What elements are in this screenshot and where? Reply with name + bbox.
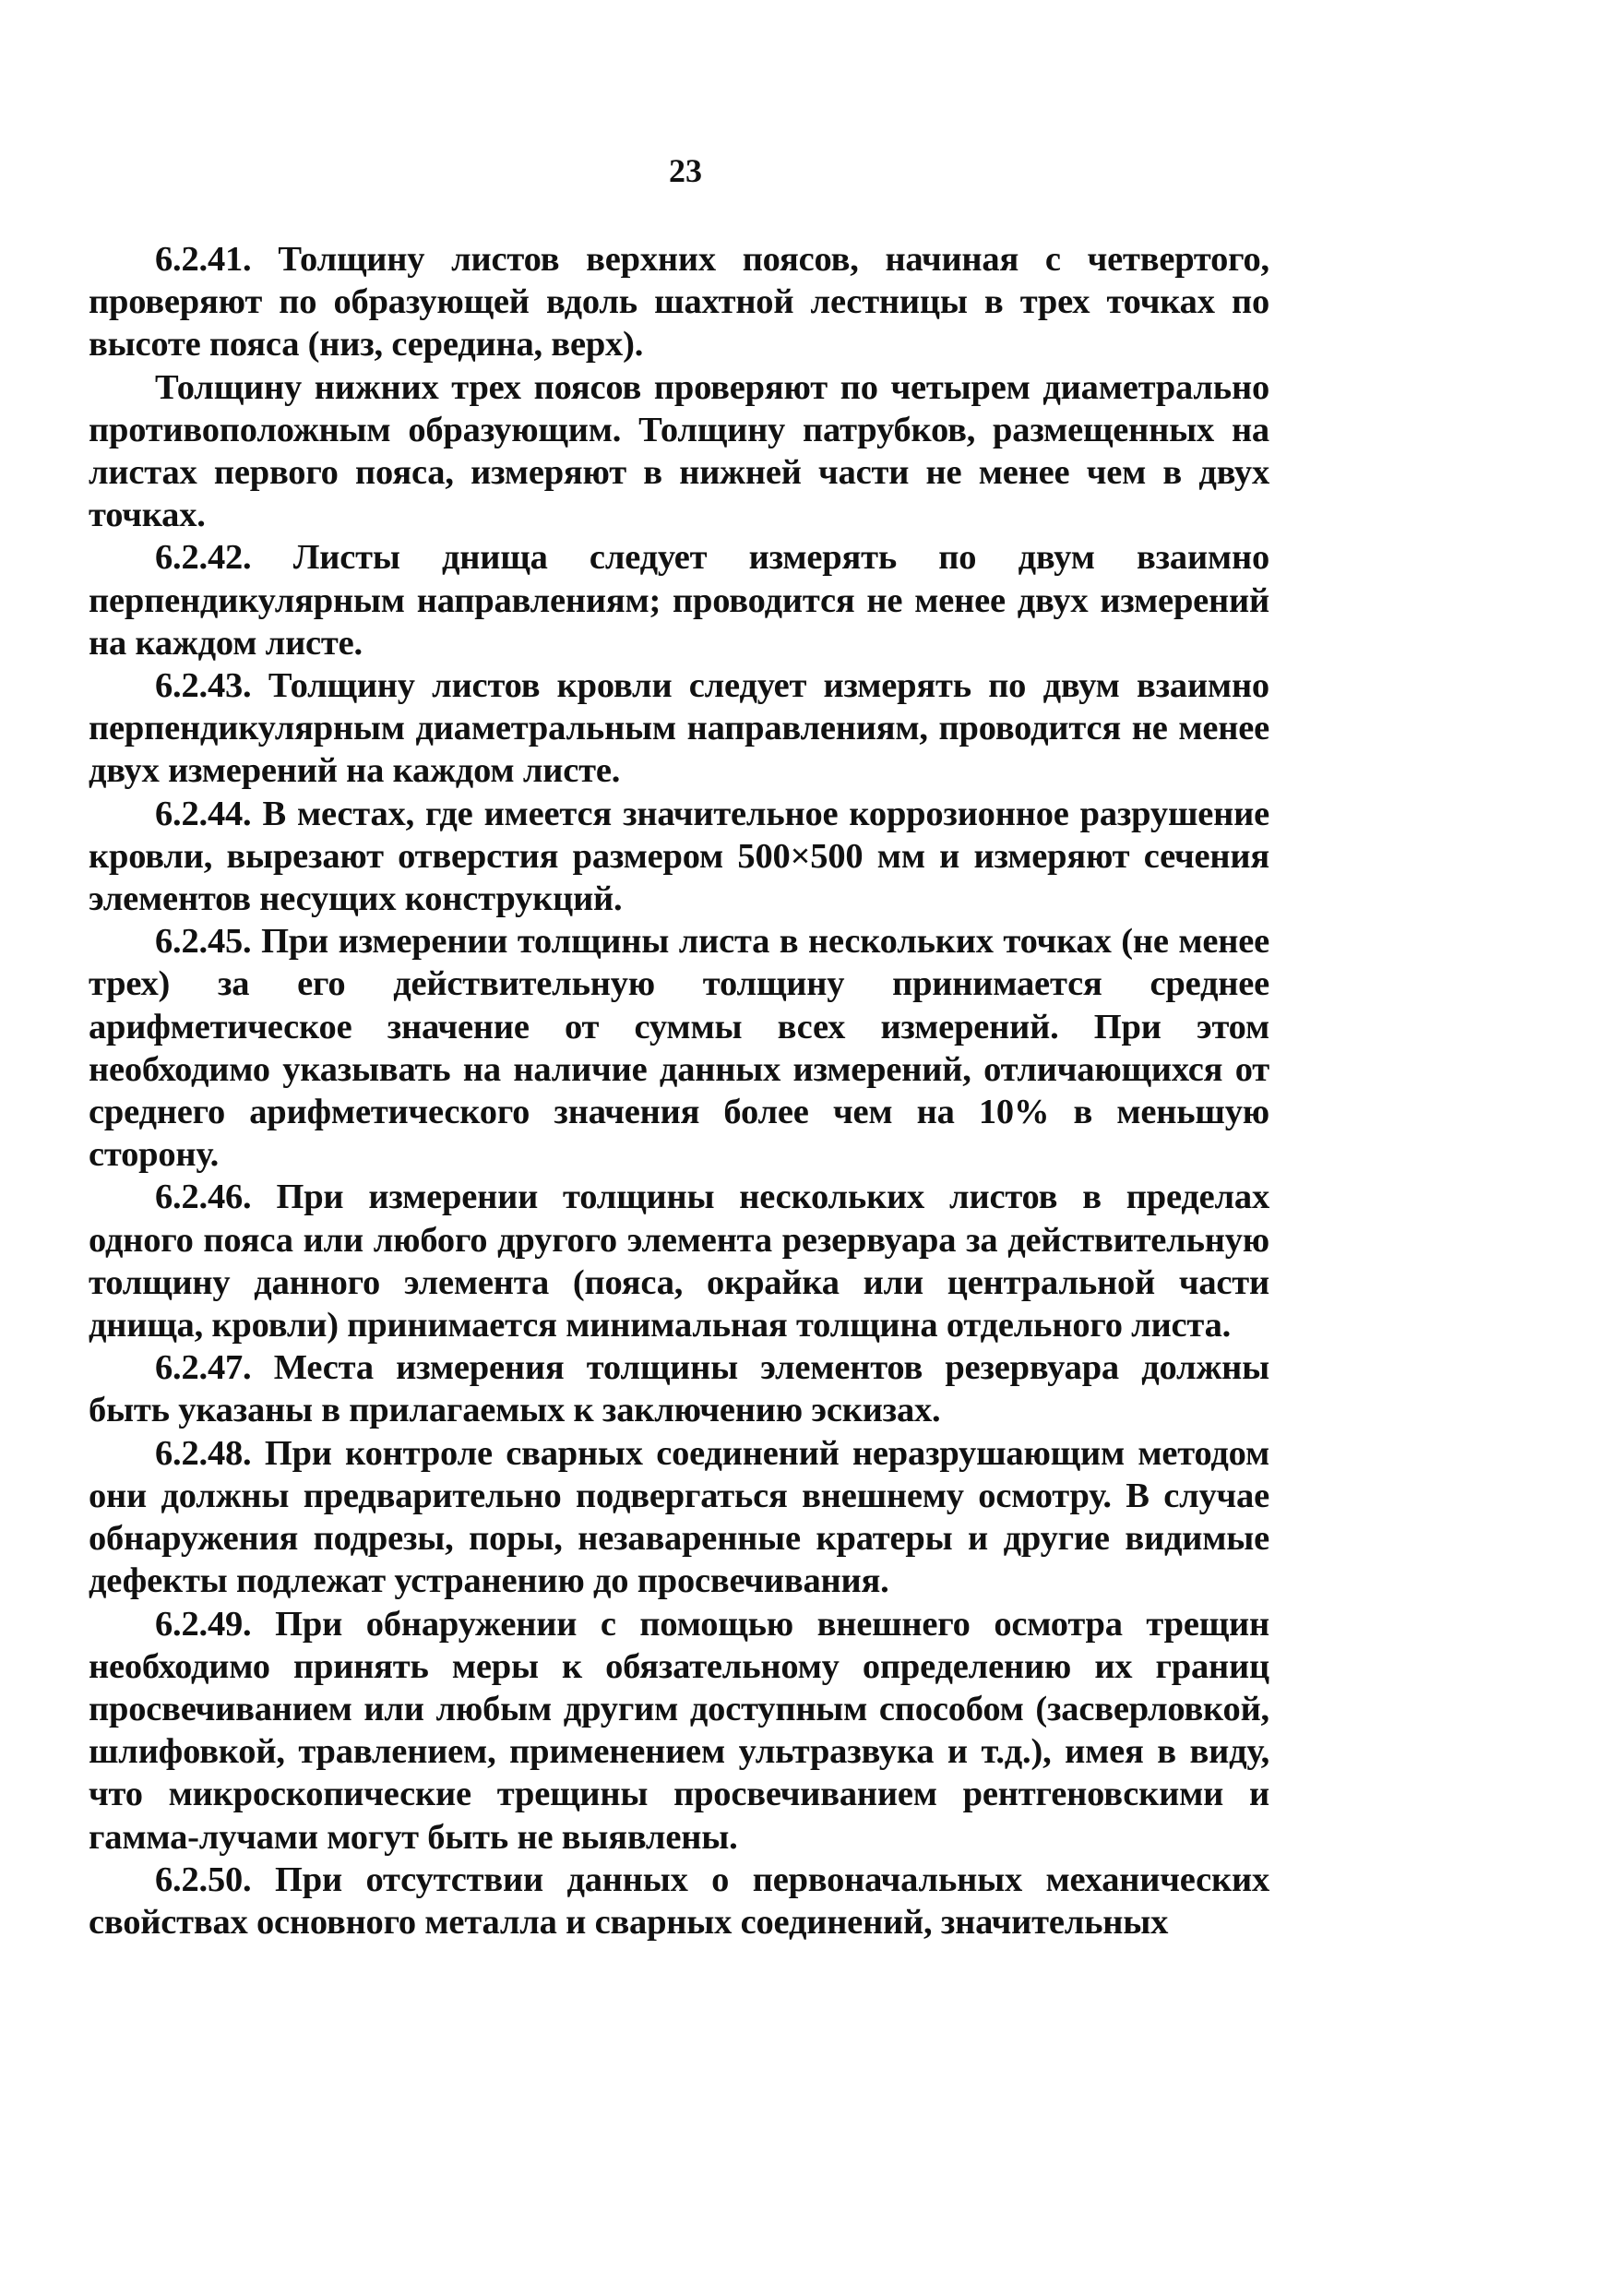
paragraph-text: При измерении толщины нескольких листов в пределах одного пояса или любого другого элемента резервуара за действительную толщину данного элемента (пояса, окрайка или центральной части днища, кровли) принимается минимальная толщина отдельного листа. (89, 1178, 1269, 1345)
paragraph-text: В местах, где имеется значительное коррозионное разрушение кровли, вырезают отверстия размером 500×500 мм и измеряют сечения элементов несущих конструкций. (89, 794, 1269, 919)
paragraph-number: 6.2.48. (155, 1433, 252, 1473)
paragraph-number: 6.2.46. (155, 1178, 252, 1217)
paragraph-6-2-47 (89, 1346, 1269, 1431)
paragraph-number: 6.2.44. (155, 794, 252, 833)
paragraph-6-2-50 (89, 1859, 1269, 1943)
paragraph-6-2-44 (89, 793, 1269, 921)
paragraph-text: При контроле сварных соединений неразрушающим методом они должны предварительно подвергаться внешнему осмотру. В случае обнаружения подрезы, поры, незаваренные кратеры и другие видимые дефекты подлежат устранению до просвечивания. (89, 1433, 1269, 1601)
paragraph-number: 6.2.43. (155, 666, 252, 706)
paragraph-text: Толщину листов кровли следует измерять по двум взаимно перпендикулярным диаметральным направлениям, проводится не менее двух измерений на каждом листе. (89, 666, 1269, 791)
paragraph-text: Листы днища следует измерять по двум взаимно перпендикулярным направлениям; проводится не менее двух измерений на каждом листе. (89, 538, 1269, 663)
paragraph-text: При обнаружении с помощью внешнего осмотра трещин необходимо принять меры к обязательному определению их границ просвечиванием или любым другим доступным способом (засверловкой, шлифовкой, травлением, применением ультразвука и т.д.), имея в виду, что микроскопические трещины просвечиванием рентгеновскими и гамма-лучами могут быть не выявлены. (89, 1604, 1269, 1857)
page-number: 23 (669, 152, 702, 189)
paragraph-text: Толщину листов верхних поясов, начиная с четвертого, проверяют по образующей вдоль шахтной лестницы в трех точках по высоте пояса (низ, середина, верх). (89, 240, 1269, 365)
paragraph-number: 6.2.47. (155, 1348, 252, 1388)
paragraph-6-2-49 (89, 1603, 1269, 1859)
document-body (89, 238, 1269, 1943)
paragraph-6-2-43 (89, 664, 1269, 793)
paragraph-6-2-41-continued (89, 366, 1269, 537)
paragraph-6-2-46 (89, 1176, 1269, 1346)
paragraph-6-2-45 (89, 920, 1269, 1176)
paragraph-number: 6.2.49. (155, 1604, 252, 1644)
paragraph-text: При измерении толщины листа в нескольких точках (не менее трех) за его действительную толщину принимается среднее арифметическое значение от суммы всех измерений. При этом необходимо указывать на наличие данных измерений, отличающихся от среднего арифметического значения более чем на 10% в меньшую сторону. (89, 922, 1269, 1175)
paragraph-text: При отсутствии данных о первоначальных механических свойствах основного металла и сварных соединений, значительных (89, 1860, 1269, 1942)
paragraph-number: 6.2.45. (155, 922, 252, 962)
paragraph-6-2-41 (89, 238, 1269, 366)
paragraph-number: 6.2.42. (155, 538, 252, 578)
paragraph-text: Толщину нижних трех поясов проверяют по четырем диаметрально противоположным образующим. Толщину патрубков, размещенных на листах первого пояса, измеряют в нижней части не менее чем в двух точках. (89, 367, 1269, 535)
paragraph-6-2-48 (89, 1432, 1269, 1603)
paragraph-text: Места измерения толщины элементов резервуара должны быть указаны в прилагаемых к заключению эскизах. (89, 1348, 1269, 1430)
paragraph-number: 6.2.50. (155, 1860, 252, 1899)
paragraph-number: 6.2.41. (155, 240, 252, 279)
paragraph-6-2-42 (89, 536, 1269, 664)
